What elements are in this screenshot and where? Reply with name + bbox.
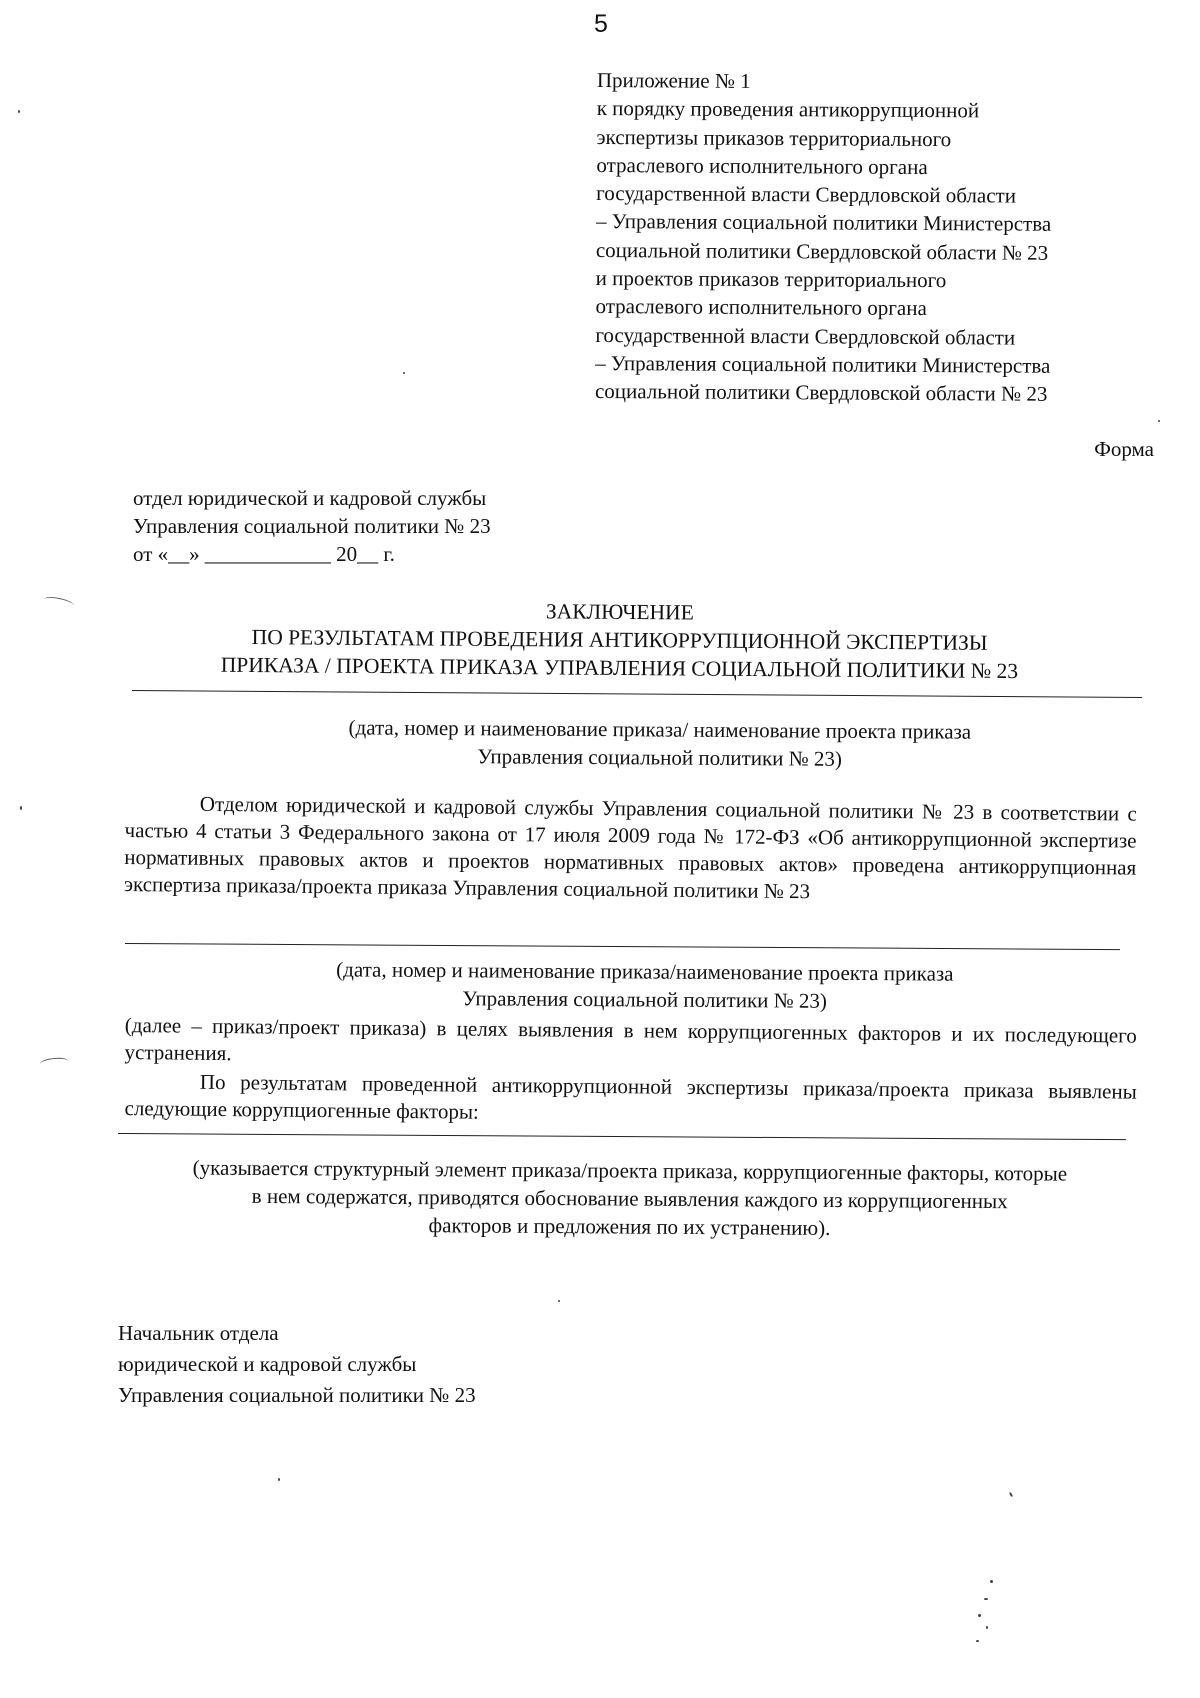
issuer-department: отдел юридической и кадровой службы	[133, 486, 487, 510]
page-number: 5	[594, 10, 608, 38]
caption-line: (указывается структурный элемент приказа/проекта приказа, коррупциогенные факторы, которые	[192, 1155, 1068, 1186]
scan-artifact	[18, 110, 20, 113]
body-paragraph-2	[124, 1012, 1137, 1077]
scan-artifact	[986, 1626, 988, 1629]
appendix-line: – Управления социальной политики Министерства	[595, 350, 1051, 378]
caption-line: (дата, номер и наименование приказа/ наименование проекта приказа	[348, 715, 972, 744]
caption-line: факторов и предложения по их устранению).	[428, 1213, 831, 1240]
caption-order-details-2	[145, 954, 1145, 1017]
appendix-line: социальной политики Свердловской области № 23	[594, 379, 1048, 407]
appendix-line: – Управления социальной политики Министерства	[595, 209, 1052, 237]
scan-artifact	[1158, 420, 1160, 422]
scan-artifact	[20, 806, 22, 810]
scan-artifact	[984, 1598, 988, 1600]
scan-artifact	[278, 1478, 280, 1481]
scan-artifact	[558, 1300, 560, 1302]
fill-in-line	[132, 690, 1142, 698]
caption-line: Управления социальной политики № 23)	[477, 744, 843, 771]
paragraph-text: По результатам проведенной антикоррупционной экспертизы приказа/проекта приказа выявлены следующие коррупциогенные факторы:	[124, 1069, 1137, 1124]
appendix-line: государственной власти Свердловской области	[596, 181, 1017, 208]
appendix-line: государственной власти Свердловской области	[595, 322, 1016, 350]
caption-line: Управления социальной политики № 23)	[462, 986, 828, 1013]
title-line: ПО РЕЗУЛЬТАТАМ ПРОВЕДЕНИЯ АНТИКОРРУПЦИОННОЙ ЭКСПЕРТИЗЫ	[251, 625, 988, 655]
title-line: ЗАКЛЮЧЕНИЕ	[545, 599, 694, 625]
appendix-header	[595, 66, 1157, 409]
scan-artifact	[976, 1640, 979, 1642]
scan-artifact	[1009, 1492, 1013, 1497]
caption-order-details	[160, 712, 1160, 775]
scan-artifact	[43, 595, 74, 610]
appendix-line: экспертизы приказов территориального	[596, 124, 952, 151]
signature-block	[118, 1318, 476, 1411]
appendix-line: к порядку проведения антикоррупционной	[596, 96, 980, 123]
signature-title: Начальник отдела	[118, 1321, 279, 1345]
scan-artifact	[403, 372, 405, 374]
issuer-date-line: от «__» ____________ 20__ г.	[133, 542, 395, 566]
fill-in-line	[118, 1133, 1126, 1140]
caption-line: в нем содержатся, приводятся обоснование выявления каждого из коррупциогенных	[251, 1183, 1008, 1214]
scan-artifact	[990, 1580, 993, 1583]
signature-department: юридической и кадровой службы	[118, 1352, 417, 1376]
appendix-line: отраслевого исполнительного органа	[596, 152, 928, 179]
appendix-line: социальной политики Свердловской области № 23	[595, 237, 1049, 265]
issuer-block	[133, 484, 491, 568]
form-label: Форма	[1094, 437, 1154, 461]
appendix-line: отраслевого исполнительного органа	[595, 294, 927, 321]
fill-in-line	[125, 943, 1120, 950]
caption-factors	[119, 1153, 1140, 1244]
scan-artifact	[40, 1057, 69, 1069]
paragraph-text: Отделом юридической и кадровой службы Управления социальной политики № 23 в соответствии с частью 4 статьи 3 Федерального закона от 17 июля 2009 года № 172-ФЗ «Об антикоррупционной экспертизе нормативных правовых актов и проектов нормативных правовых актов» проведена антикоррупционная экспертиза приказа/проекта приказа Управления социальной политики № 23	[123, 791, 1137, 904]
body-paragraph-3	[124, 1068, 1137, 1133]
caption-line: (дата, номер и наименование приказа/наименование проекта приказа	[336, 957, 954, 986]
body-paragraph-1	[124, 790, 1137, 909]
title-line: ПРИКАЗА / ПРОЕКТА ПРИКАЗА УПРАВЛЕНИЯ СОЦИАЛЬНОЙ ПОЛИТИКИ № 23	[220, 652, 1019, 684]
scan-artifact	[978, 1614, 981, 1617]
appendix-line: и проектов приказов территориального	[595, 266, 947, 293]
issuer-organization: Управления социальной политики № 23	[133, 514, 491, 538]
document-title	[119, 594, 1120, 686]
signature-organization: Управления социальной политики № 23	[118, 1383, 476, 1407]
appendix-line: Приложение № 1	[596, 67, 751, 93]
paragraph-text: (далее – приказ/проект приказа) в целях выявления в нем коррупциогенных факторов и их последующего устранения.	[124, 1012, 1137, 1066]
